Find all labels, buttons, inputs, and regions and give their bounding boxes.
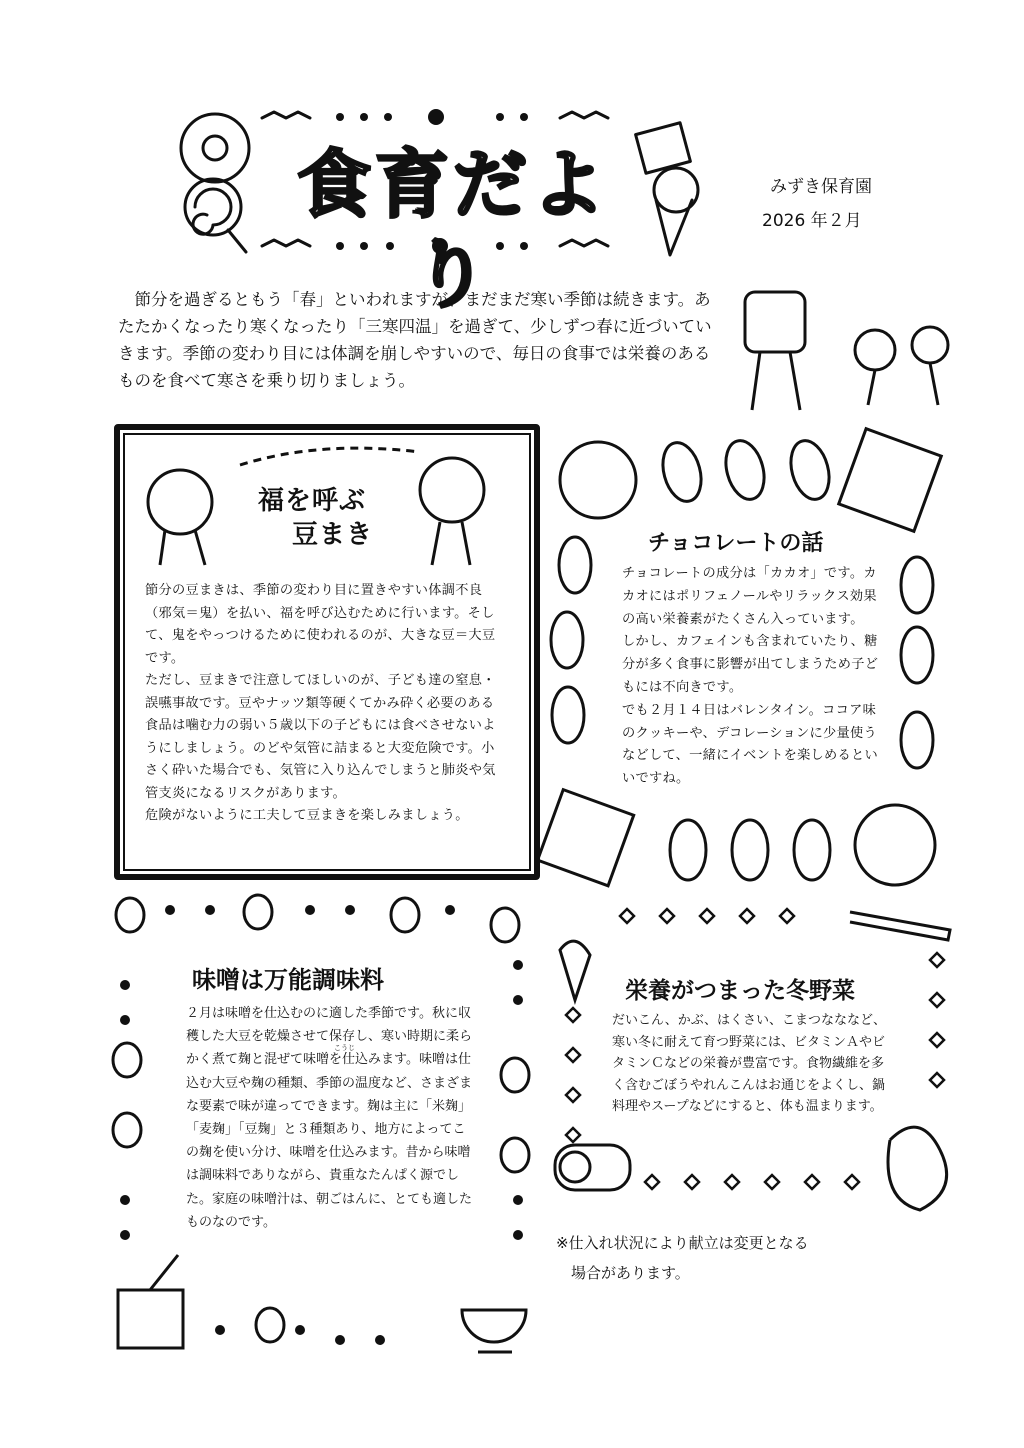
setsubun-title-line2: 豆まき	[292, 520, 374, 550]
miso-title: 味噌は万能調味料	[192, 966, 384, 994]
organization-name: みずき保育園	[770, 177, 872, 197]
miso-ruby: こうじ	[334, 1044, 355, 1052]
intro-paragraph: 節分を過ぎるともう「春」といわれますが、まだまだ寒い季節は続きます。あたたかくなったり寒くなったり「三寒四温」を過ぎて、少しずつ春に近づいていきます。季節の変わり目には体調を崩しやすいので、毎日の食事では栄養のあるものを食べて寒さを乗り切りましょう。	[118, 290, 712, 390]
issue-date: 2026 年２月	[762, 211, 862, 231]
donut-icon	[181, 114, 249, 182]
chocolate-bar-icon	[636, 123, 691, 174]
vegetables-title: 栄養がつまった冬野菜	[625, 978, 855, 1004]
page-title: 食育だより	[297, 142, 609, 318]
setsubun-body: 節分の豆まきは、季節の変わり目に置きやすい体調不良（邪気＝鬼）を払い、福を呼び込むために行います。そして、鬼をやっつけるために使われるのが、大きな豆＝大豆です。 ただし、豆まきで注意してほしいのが、子ども達の窒息・誤嚥事故です。豆やナッツ類等硬くてかみ砕く必要のある食品は噛む力の弱い５歳以下の子どもには食べさせないようにしましょう。のどや気管に詰まると大変危険です。小さく砕いた場合でも、気管に入り込んでしまうと肺炎や気管支炎になるリスクがあります。 危険がないように工夫して豆まきを楽しみましょう。	[145, 583, 496, 823]
chocolate-body: チョコレートの成分は「カカオ」です。カカオにはポリフェノールやリラックス効果の高い栄養素がたくさん入っています。 しかし、カフェインも含まれていたり、糖分が多く食事に影響が出てしまうため子どもには不向きです。 でも２月１４日はバレンタイン。ココア味のクッキーや、デコレーションに少量使うなどして、一緒にイベントを楽しめるといいですね。	[622, 566, 879, 787]
setsubun-title-line1: 福を呼ぶ	[258, 486, 367, 516]
menu-change-note: ※仕入れ状況により献立は変更となる 場合があります。	[556, 1234, 809, 1282]
vegetables-body: だいこん、かぶ、はくさい、こまつなななど、寒い冬に耐えて育つ野菜には、ビタミンＡやビタミンＣなどの栄養が豊富です。食物繊維を多く含むごぼうやれんこんはお通じをよくし、鍋料理やスープなどにすると、体も温まります。	[612, 1013, 887, 1114]
setsubun-title	[258, 484, 373, 552]
oni-kids-illustration	[745, 292, 948, 410]
miso-body: ２月は味噌を仕込むのに適した季節です。秋に収穫した大豆を乾燥させて保存し、寒い時期に柔らかく煮て麹と混ぜて味噌を仕込みます。味噌は仕込む大豆や麹の種類、季節の温度など、さまざまな要素で味が違ってできます。麹は主に「米麹」「麦麹」「豆麹」と３種類あり、地方によってこの麹を使い分け、味噌を仕込みます。昔から味噌は調味料でありながら、貴重なたんぱく源でした。家庭の味噌汁は、朝ごはんに、とても適したものなのです。	[186, 1006, 473, 1230]
chocolate-title: チョコレートの話	[648, 531, 824, 556]
